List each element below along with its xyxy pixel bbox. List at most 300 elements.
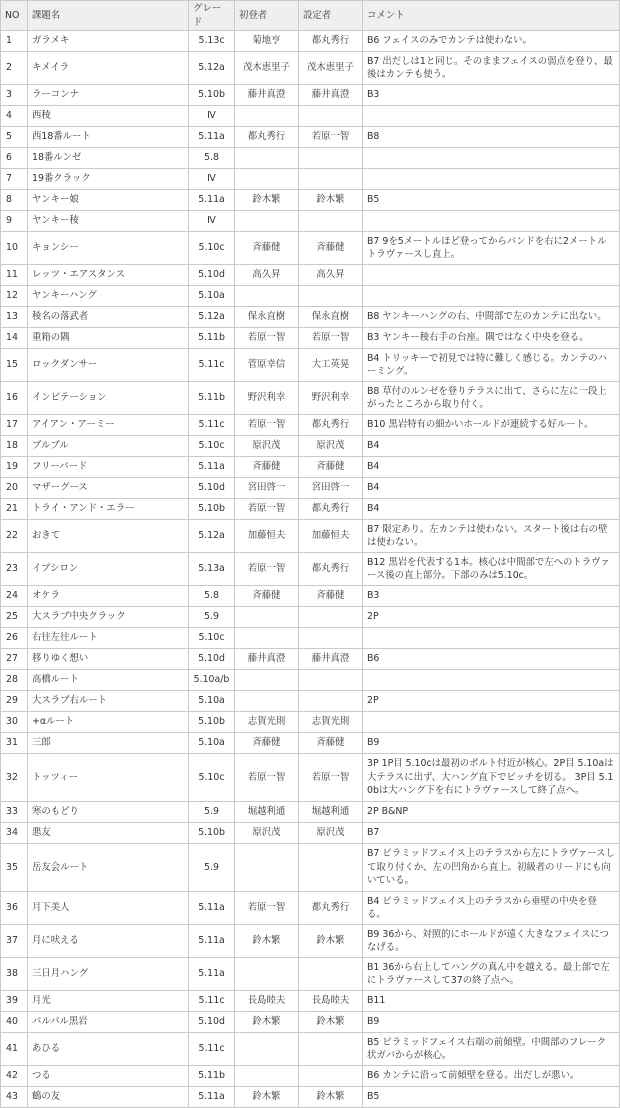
cell-name: あひる [28,1033,189,1066]
cell-name: 月に吠える [28,925,189,958]
cell-comment: B8 草付のルンゼを登りテラスに出て、さらに左に一段上がったところから取り付く。 [363,382,620,415]
cell-setter: 鈴木繁 [299,1087,363,1108]
cell-comment [363,670,620,691]
cell-setter: 藤井真澄 [299,85,363,106]
cell-no: 6 [1,148,28,169]
cell-name: ラーコンナ [28,85,189,106]
cell-name: 悪友 [28,823,189,844]
cell-first-ascent [235,169,299,190]
cell-no: 27 [1,649,28,670]
cell-no: 5 [1,127,28,148]
cell-setter: 若原一智 [299,754,363,802]
table-row [1,649,620,670]
table-row [1,169,620,190]
cell-first-ascent [235,628,299,649]
cell-comment: B4 [363,499,620,520]
cell-setter [299,628,363,649]
cell-name: 稜名の落武者 [28,307,189,328]
table-row [1,457,620,478]
cell-first-ascent: 原沢茂 [235,436,299,457]
cell-name: トッツィー [28,754,189,802]
cell-setter: 高久昇 [299,265,363,286]
cell-grade: 5.10c [189,436,235,457]
cell-name: オケラ [28,586,189,607]
cell-setter: 若原一智 [299,328,363,349]
cell-no: 7 [1,169,28,190]
cell-no: 9 [1,211,28,232]
cell-grade: 5.10a [189,286,235,307]
cell-no: 40 [1,1012,28,1033]
cell-no: 16 [1,382,28,415]
table-row [1,802,620,823]
table-row [1,586,620,607]
cell-comment: B8 ヤンキーハングの右、中間部で左のカンテに出ない。 [363,307,620,328]
cell-first-ascent: 宮田啓一 [235,478,299,499]
cell-setter: 鈴木繁 [299,190,363,211]
cell-grade: 5.11b [189,1066,235,1087]
cell-grade: 5.10d [189,265,235,286]
cell-setter: 宮田啓一 [299,478,363,499]
cell-grade: 5.10b [189,823,235,844]
cell-first-ascent: 鈴木繁 [235,925,299,958]
cell-comment: B4 トリッキーで初見では特に難しく感じる。カンテのハーミング。 [363,349,620,382]
cell-name: +αルート [28,712,189,733]
cell-name: キョンシー [28,232,189,265]
cell-first-ascent [235,106,299,127]
cell-comment: B6 [363,649,620,670]
table-row [1,286,620,307]
cell-no: 33 [1,802,28,823]
table-row [1,211,620,232]
cell-comment: 3P 1P目 5.10cは最初のボルト付近が核心。2P目 5.10aは大テラスに出ず、大ハング直下でピッチを切る。 3P目 5.10bは大ハング下を右にトラヴァースして終了点へ。 [363,754,620,802]
cell-grade: 5.11c [189,349,235,382]
cell-comment: B4 [363,457,620,478]
cell-setter [299,169,363,190]
cell-no: 37 [1,925,28,958]
cell-no: 38 [1,958,28,991]
cell-no: 15 [1,349,28,382]
cell-name: 高橋ルート [28,670,189,691]
cell-comment: B3 ヤンキー稜右手の台座。隅ではなく中央を登る。 [363,328,620,349]
table-row [1,553,620,586]
cell-first-ascent: 若原一智 [235,553,299,586]
cell-first-ascent: 菊地亨 [235,31,299,52]
cell-first-ascent: 鈴木繁 [235,1012,299,1033]
cell-grade: 5.11a [189,190,235,211]
table-row [1,382,620,415]
cell-no: 2 [1,52,28,85]
cell-comment: B4 [363,478,620,499]
cell-grade: 5.8 [189,148,235,169]
cell-no: 18 [1,436,28,457]
cell-name: マザーグース [28,478,189,499]
cell-name: 19番クラック [28,169,189,190]
cell-first-ascent [235,958,299,991]
cell-setter [299,670,363,691]
table-row [1,307,620,328]
cell-first-ascent: 長島睦夫 [235,991,299,1012]
table-row [1,520,620,553]
cell-first-ascent: 藤井真澄 [235,649,299,670]
cell-first-ascent: 志賀光則 [235,712,299,733]
table-row [1,712,620,733]
table-row [1,607,620,628]
cell-comment: B4 ピラミッドフェイス上のテラスから垂壁の中央を登る。 [363,892,620,925]
table-row [1,265,620,286]
cell-first-ascent: 若原一智 [235,328,299,349]
cell-no: 4 [1,106,28,127]
cell-comment: B5 ピラミッドフェイス右端の前傾壁。中間部のフレーク状ガバからが核心。 [363,1033,620,1066]
header-comment: コメント [363,1,620,31]
cell-setter: 茂木恵里子 [299,52,363,85]
cell-setter: 斉藤健 [299,733,363,754]
table-row [1,31,620,52]
table-row [1,733,620,754]
table-row [1,892,620,925]
cell-name: ブルブル [28,436,189,457]
cell-comment: B5 [363,1087,620,1108]
table-row [1,106,620,127]
cell-name: ヤンキー娘 [28,190,189,211]
cell-grade: 5.13c [189,31,235,52]
cell-no: 34 [1,823,28,844]
cell-comment [363,628,620,649]
cell-grade: 5.11a [189,457,235,478]
table-row [1,958,620,991]
cell-grade: 5.10c [189,754,235,802]
table-row [1,232,620,265]
cell-first-ascent: 斉藤健 [235,586,299,607]
cell-no: 28 [1,670,28,691]
cell-grade: 5.11b [189,328,235,349]
cell-first-ascent [235,1066,299,1087]
cell-grade: 5.12a [189,307,235,328]
cell-setter [299,106,363,127]
cell-first-ascent: 原沢茂 [235,823,299,844]
cell-first-ascent [235,844,299,892]
cell-grade: 5.11c [189,1033,235,1066]
cell-name: インビテーション [28,382,189,415]
cell-setter: 藤井真澄 [299,649,363,670]
cell-no: 41 [1,1033,28,1066]
cell-comment [363,265,620,286]
cell-grade: 5.11b [189,382,235,415]
cell-grade: 5.10a [189,733,235,754]
cell-first-ascent [235,211,299,232]
cell-name: 西稜 [28,106,189,127]
cell-name: 岳友会ルート [28,844,189,892]
cell-comment: B11 [363,991,620,1012]
cell-first-ascent: 菅原幸信 [235,349,299,382]
table-row [1,754,620,802]
cell-name: アイアン・アーミー [28,415,189,436]
cell-comment: B1 36から右上してハングの真ん中を越える。最上部で左にトラヴァースして37の終了点へ。 [363,958,620,991]
table-row [1,127,620,148]
cell-first-ascent: 鈴木繁 [235,1087,299,1108]
cell-first-ascent: 鈴木繁 [235,190,299,211]
cell-first-ascent: 斉藤健 [235,733,299,754]
cell-grade: 5.10a [189,691,235,712]
table-row [1,85,620,106]
cell-first-ascent [235,286,299,307]
table-row [1,349,620,382]
cell-grade: Ⅳ [189,211,235,232]
cell-setter: 斉藤健 [299,232,363,265]
cell-first-ascent: 藤井真澄 [235,85,299,106]
cell-setter: 斉藤健 [299,586,363,607]
cell-no: 10 [1,232,28,265]
cell-no: 23 [1,553,28,586]
cell-no: 8 [1,190,28,211]
header-setter: 設定者 [299,1,363,31]
cell-first-ascent: 若原一智 [235,754,299,802]
cell-comment: 2P B&NP [363,802,620,823]
table-row [1,52,620,85]
header-grade: グレード [189,1,235,31]
cell-name: パルパル黒岩 [28,1012,189,1033]
cell-setter: 堀越利通 [299,802,363,823]
cell-grade: 5.9 [189,607,235,628]
cell-setter [299,958,363,991]
cell-comment: B9 36から、対照的にホールドが遠く大きなフェイスにつなげる。 [363,925,620,958]
cell-name: ヤンキーハング [28,286,189,307]
cell-name: 月光 [28,991,189,1012]
table-row [1,1033,620,1066]
cell-comment: B9 [363,1012,620,1033]
cell-first-ascent: 高久昇 [235,265,299,286]
cell-setter [299,844,363,892]
cell-comment: B7 9を5メートルほど登ってからバンドを右に2メートルトラヴァースし直上。 [363,232,620,265]
cell-no: 21 [1,499,28,520]
header-name: 課題名 [28,1,189,31]
table-header [1,1,620,31]
cell-setter: 若原一智 [299,127,363,148]
cell-comment: B6 フェイスのみでカンテは使わない。 [363,31,620,52]
cell-first-ascent [235,691,299,712]
cell-comment [363,169,620,190]
cell-first-ascent: 野沢利幸 [235,382,299,415]
cell-no: 24 [1,586,28,607]
table-row [1,148,620,169]
cell-first-ascent: 斉藤健 [235,232,299,265]
cell-setter: 加藤恒夫 [299,520,363,553]
cell-comment: B7 ピラミッドフェイス上のテラスから左にトラヴァースして取り付くか、左の凹角から直上。初級者のリードにも向いている。 [363,844,620,892]
cell-no: 25 [1,607,28,628]
cell-name: 右往左往ルート [28,628,189,649]
cell-name: 三郎 [28,733,189,754]
cell-name: 鶴の友 [28,1087,189,1108]
cell-no: 31 [1,733,28,754]
cell-first-ascent [235,670,299,691]
table-row [1,1012,620,1033]
cell-setter [299,286,363,307]
cell-no: 1 [1,31,28,52]
cell-name: ロックダンサー [28,349,189,382]
cell-first-ascent: 加藤恒夫 [235,520,299,553]
cell-setter [299,1033,363,1066]
cell-first-ascent: 都丸秀行 [235,127,299,148]
cell-setter: 保永直樹 [299,307,363,328]
table-row [1,1066,620,1087]
cell-no: 36 [1,892,28,925]
cell-setter: 長島睦夫 [299,991,363,1012]
table-body [1,31,620,1108]
cell-comment: B3 [363,586,620,607]
table-row [1,478,620,499]
cell-grade: 5.9 [189,844,235,892]
cell-grade: 5.10a/b [189,670,235,691]
cell-grade: 5.11a [189,925,235,958]
cell-setter: 都丸秀行 [299,415,363,436]
cell-grade: 5.10d [189,1012,235,1033]
cell-no: 12 [1,286,28,307]
table-row [1,823,620,844]
cell-grade: 5.12a [189,52,235,85]
cell-comment: B9 [363,733,620,754]
cell-comment: B12 黒岩を代表する1本。核心は中間部で左へのトラヴァース後の直上部分。下部のみは5.10c。 [363,553,620,586]
cell-no: 14 [1,328,28,349]
cell-setter [299,607,363,628]
cell-grade: 5.11c [189,991,235,1012]
cell-setter: 都丸秀行 [299,31,363,52]
cell-no: 11 [1,265,28,286]
cell-name: ヤンキー稜 [28,211,189,232]
cell-name: 西18番ルート [28,127,189,148]
table-row [1,991,620,1012]
cell-no: 35 [1,844,28,892]
cell-name: 18番ルンゼ [28,148,189,169]
cell-setter: 野沢利幸 [299,382,363,415]
cell-name: トライ・アンド・エラー [28,499,189,520]
cell-no: 26 [1,628,28,649]
cell-name: 三日月ハング [28,958,189,991]
cell-setter: 都丸秀行 [299,892,363,925]
cell-comment: B7 [363,823,620,844]
cell-setter: 都丸秀行 [299,553,363,586]
cell-setter [299,211,363,232]
cell-comment: B7 出だしは1と同じ。そのままフェイスの弱点を登り、最後はカンテも使う。 [363,52,620,85]
cell-no: 20 [1,478,28,499]
cell-comment: B7 限定あり。左カンテは使わない。スタート後は右の壁は使わない。 [363,520,620,553]
table-row [1,328,620,349]
cell-grade: 5.12a [189,520,235,553]
cell-grade: 5.13a [189,553,235,586]
cell-setter [299,148,363,169]
cell-name: 重箱の隅 [28,328,189,349]
cell-no: 13 [1,307,28,328]
cell-grade: 5.10b [189,712,235,733]
cell-first-ascent: 若原一智 [235,892,299,925]
cell-comment: 2P [363,607,620,628]
cell-setter: 鈴木繁 [299,925,363,958]
table-row [1,499,620,520]
header-no: NO [1,1,28,31]
cell-name: つる [28,1066,189,1087]
cell-grade: 5.11c [189,415,235,436]
table-row [1,415,620,436]
cell-comment [363,211,620,232]
cell-first-ascent [235,607,299,628]
table-row [1,925,620,958]
table-row [1,628,620,649]
cell-grade: 5.10b [189,499,235,520]
cell-name: 移りゆく想い [28,649,189,670]
table-row [1,190,620,211]
cell-grade: 5.10c [189,232,235,265]
cell-grade: 5.10b [189,85,235,106]
cell-setter [299,1066,363,1087]
cell-name: 月下美人 [28,892,189,925]
cell-grade: 5.10d [189,649,235,670]
cell-grade: Ⅳ [189,169,235,190]
cell-name: 寒のもどり [28,802,189,823]
cell-grade: 5.11a [189,1087,235,1108]
table-row [1,436,620,457]
cell-first-ascent: 保永直樹 [235,307,299,328]
cell-name: おきて [28,520,189,553]
cell-no: 22 [1,520,28,553]
cell-setter: 斉藤健 [299,457,363,478]
cell-no: 19 [1,457,28,478]
cell-name: レッツ・エアスタンス [28,265,189,286]
cell-setter: 原沢茂 [299,823,363,844]
cell-setter: 原沢茂 [299,436,363,457]
cell-first-ascent [235,1033,299,1066]
table-row [1,844,620,892]
cell-comment: B8 [363,127,620,148]
cell-grade: Ⅳ [189,106,235,127]
cell-no: 43 [1,1087,28,1108]
cell-no: 30 [1,712,28,733]
cell-comment: B4 [363,436,620,457]
cell-grade: 5.10d [189,478,235,499]
table-row [1,1087,620,1108]
cell-name: フリーバード [28,457,189,478]
cell-comment [363,106,620,127]
table-row [1,670,620,691]
cell-first-ascent: 若原一智 [235,499,299,520]
cell-grade: 5.9 [189,802,235,823]
cell-name: 大スラブ中央クラック [28,607,189,628]
cell-name: キメイラ [28,52,189,85]
cell-comment [363,148,620,169]
cell-grade: 5.8 [189,586,235,607]
cell-no: 29 [1,691,28,712]
cell-no: 42 [1,1066,28,1087]
cell-setter: 志賀光則 [299,712,363,733]
cell-no: 17 [1,415,28,436]
cell-grade: 5.11a [189,892,235,925]
cell-no: 3 [1,85,28,106]
cell-name: イプシロン [28,553,189,586]
cell-comment: B6 カンテに沿って前傾壁を登る。出だしが悪い。 [363,1066,620,1087]
cell-grade: 5.11a [189,127,235,148]
cell-first-ascent [235,148,299,169]
cell-no: 39 [1,991,28,1012]
cell-setter: 大工英晃 [299,349,363,382]
cell-comment [363,712,620,733]
cell-no: 32 [1,754,28,802]
cell-comment: B5 [363,190,620,211]
cell-first-ascent: 茂木恵里子 [235,52,299,85]
cell-name: 大スラブ右ルート [28,691,189,712]
cell-setter [299,691,363,712]
cell-setter: 鈴木繁 [299,1012,363,1033]
cell-grade: 5.10c [189,628,235,649]
cell-comment [363,286,620,307]
cell-comment: 2P [363,691,620,712]
cell-comment: B3 [363,85,620,106]
